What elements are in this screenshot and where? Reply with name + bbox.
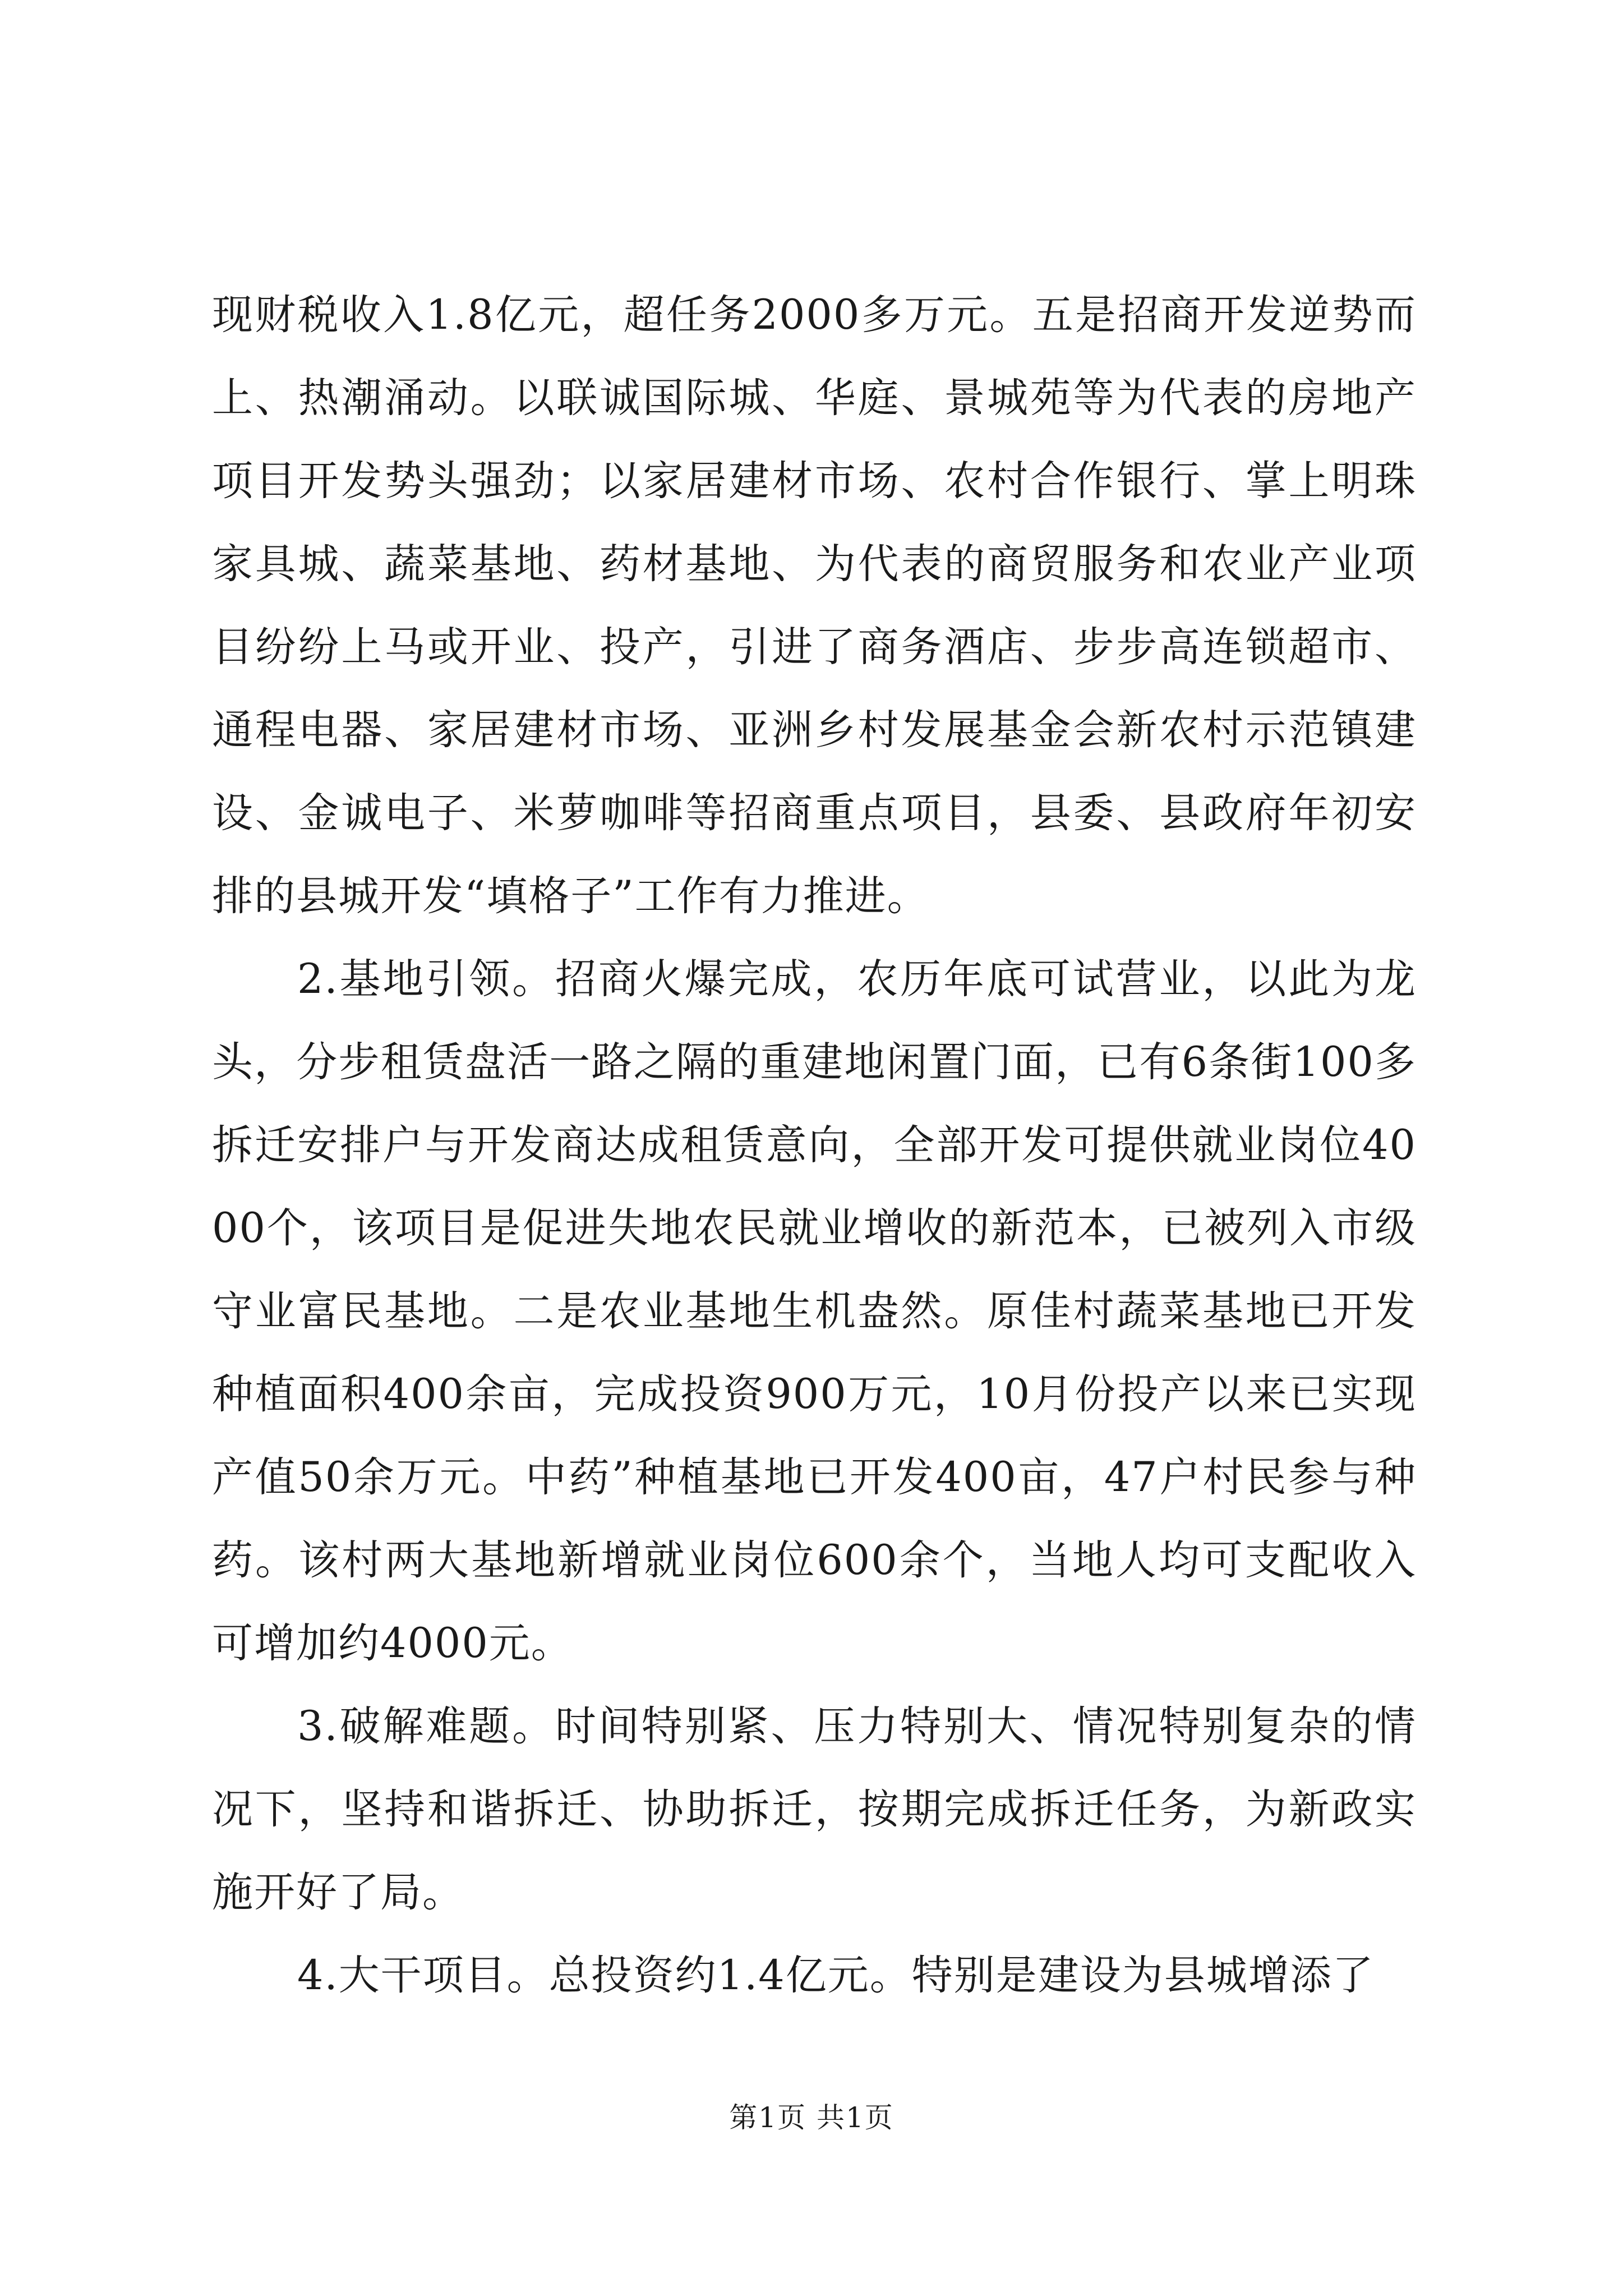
document-body — [212, 274, 1417, 2017]
paragraph-solving-problems: 3.破解难题。时间特别紧、压力特别大、情况特别复杂的情况下，坚持和谐拆迁、协助拆迁，按期完成拆迁任务，为新政实施开好了局。 — [212, 1703, 1417, 1916]
paragraph-investment-development: 现财税收入1.8亿元，超任务2000多万元。五是招商开发逆势而上、热潮涌动。以联诚国际城、华庭、景城苑等为代表的房地产项目开发势头强劲；以家居建材市场、农村合作银行、掌上明珠家具城、蔬菜基地、药材基地、为代表的商贸服务和农业产业项目纷纷上马或开业、投产，引进了商务酒店、步步高连锁超市、通程电器、家居建材市场、亚洲乡村发展基金会新农村示范镇建设、金诚电子、米萝咖啡等招商重点项目，县委、县政府年初安排的县城开发“填格子”工作有力推进。 — [212, 291, 1417, 920]
paragraph-base-leading: 2.基地引领。招商火爆完成，农历年底可试营业，以此为龙头，分步租赁盘活一路之隔的重建地闲置门面，已有6条街100多拆迁安排户与开发商达成租赁意向，全部开发可提供就业岗位4000个，该项目是促进失地农民就业增收的新范本，已被列入市级守业富民基地。二是农业基地生机盎然。原佳村蔬菜基地已开发种植面积400余亩，完成投资900万元，10月份投产以来已实现产值50余万元。中药”种植基地已开发400亩，47户村民参与种药。该村两大基地新增就业岗位600余个，当地人均可支配收入可增加约4000元。 — [212, 955, 1417, 1667]
page-footer-number: 第1页 共1页 — [729, 2101, 894, 2134]
paragraph-major-projects: 4.大干项目。总投资约1.4亿元。特别是建设为县城增添了 — [297, 1952, 1375, 1999]
